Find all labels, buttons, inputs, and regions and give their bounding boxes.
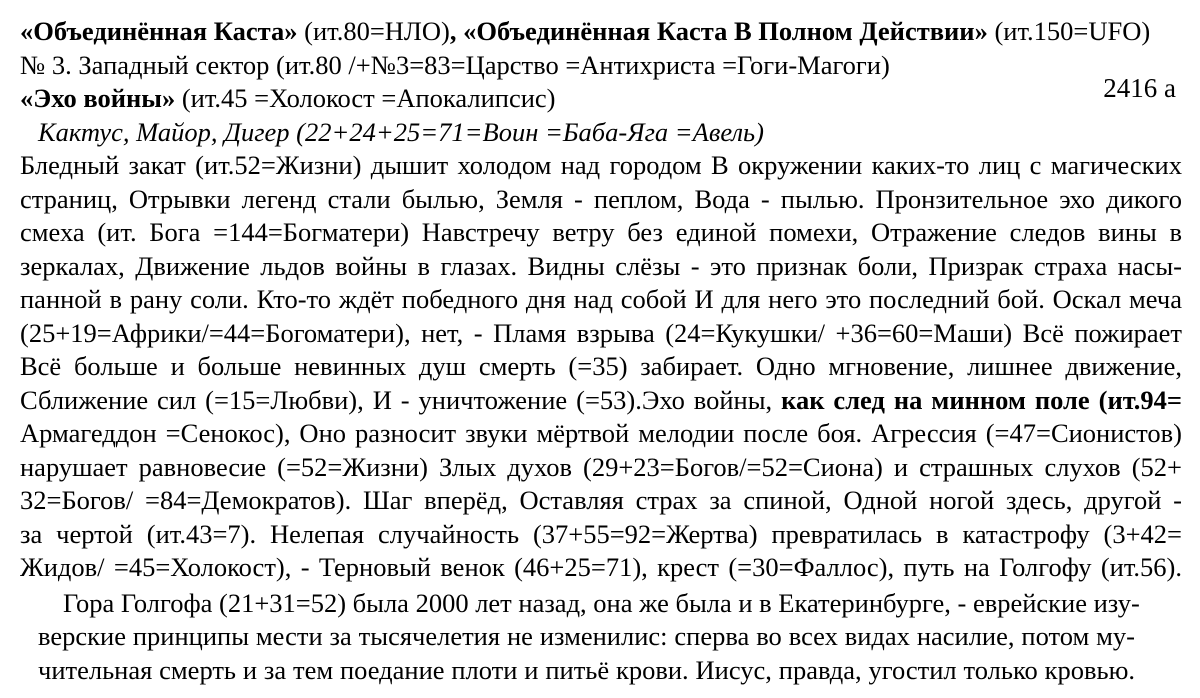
text-line	[20, 149, 1182, 183]
text-line	[20, 518, 1182, 552]
text-segment: Гора Голгофа (21+31=52) была 2000 лет назад, она же была и в Екатеринбурге, - еврейские изу-	[63, 587, 1140, 618]
text-segment: «Объединённая Каста»	[20, 16, 298, 46]
text-line	[20, 283, 1182, 317]
page-code: 2416 а	[1103, 73, 1176, 103]
text-segment: зеркалах, Движение льдов войны в глазах. Видны слёзы - это признак боли, Призрак страха насы-	[20, 250, 1182, 281]
text-segment: «Эхо войны»	[20, 83, 176, 113]
text-segment: Бледный закат (ит.52=Жизни) дышит холодом над городом В окружении каких-то лиц с магических	[20, 150, 1182, 180]
text-segment: , «Объединённая Каста В Полном Действии»	[449, 16, 988, 46]
text-line	[20, 350, 1182, 384]
text-segment: нарушает равновесие (=52=Жизни) Злых духов (29+23=Богов/=52=Сиона) и страшных слухов (52+	[20, 451, 1182, 482]
text-segment: Армагеддон =Сенокос), Оно разносит звуки мёртвой мелодии после боя. Агрессия (=47=Сионистов)	[20, 418, 1182, 448]
text-line	[38, 654, 1135, 688]
text-segment: смеха (ит. Бога =144=Богматери) Навстречу ветру без единой помехи, Отражение следов вины в	[20, 217, 1182, 247]
text-line	[20, 183, 1182, 217]
text-line	[20, 216, 1182, 250]
text-line	[20, 49, 1190, 83]
text-segment: (ит.150=UFO)	[987, 16, 1151, 46]
text-segment: за чертой (ит.43=7). Нелепая случайность (37+55=92=Жертва) превратилась в катастрофу (3+42=	[20, 518, 1182, 549]
text-line	[20, 484, 1182, 518]
text-line	[20, 15, 1190, 49]
text-line	[20, 551, 1182, 585]
text-segment: Сближение сил (=15=Любви), И - уничтожение (=53).Эхо войны,	[20, 384, 782, 415]
text-segment: Всё больше и больше невинных душ смерть (=35) забирает. Одно мгновение, лишнее движение,	[20, 351, 1182, 381]
text-segment: верские принципы мести за тысячелетия не изменилис: сперва во всех видах насилие, потом му-	[38, 621, 1135, 651]
text-segment: 32=Богов/ =84=Демократов). Шаг вперёд, Оставляя страх за спиной, Одной ногой здесь, другой -	[20, 485, 1182, 515]
text-segment: Кактус, Майор, Дигер (22+24+25=71=Воин =Баба-Яга =Авель)	[38, 116, 764, 147]
body-block	[20, 149, 1182, 585]
text-line	[38, 620, 1135, 654]
text-segment: № 3. Западный сектор (ит.80 /+№3=83=Царство =Антихриста =Гоги-Магоги)	[20, 49, 890, 80]
text-line	[20, 451, 1182, 485]
text-segment: как след на минном поле (ит.94=	[781, 384, 1182, 415]
text-line	[20, 82, 1190, 116]
text-segment: (25+19=Африки/=44=Богоматери), нет, - Пламя взрыва (24=Кукушки/ +36=60=Маши) Всё пожирает	[20, 317, 1182, 348]
text-segment: страниц, Отрывки легенд стали былью, Земля - пеплом, Вода - пылью. Пронзительное эхо дикого	[20, 183, 1182, 214]
text-segment: (ит.80=НЛО)	[297, 16, 450, 46]
text-line	[20, 417, 1182, 451]
text-line	[20, 250, 1182, 284]
text-line	[38, 587, 1140, 621]
text-segment: Жидов/ =45=Холокост), - Терновый венок (46+25=71), крест (=30=Фаллос), путь на Голгофу (ит.56).	[20, 552, 1182, 582]
text-line	[20, 116, 1190, 150]
text-segment: (ит.45 =Холокост =Апокалипсис)	[175, 83, 556, 113]
text-segment: панной в рану соли. Кто-то ждёт победного дня над собой И для него это последний бой. Оскал меча	[20, 284, 1182, 314]
footer-block	[38, 587, 1140, 688]
text-line	[20, 317, 1182, 351]
header-block	[0, 0, 1200, 149]
text-line	[20, 384, 1182, 418]
text-segment: чительная смерть и за тем поедание плоти и питьё крови. Иисус, правда, угостил только кровью.	[38, 654, 1135, 685]
